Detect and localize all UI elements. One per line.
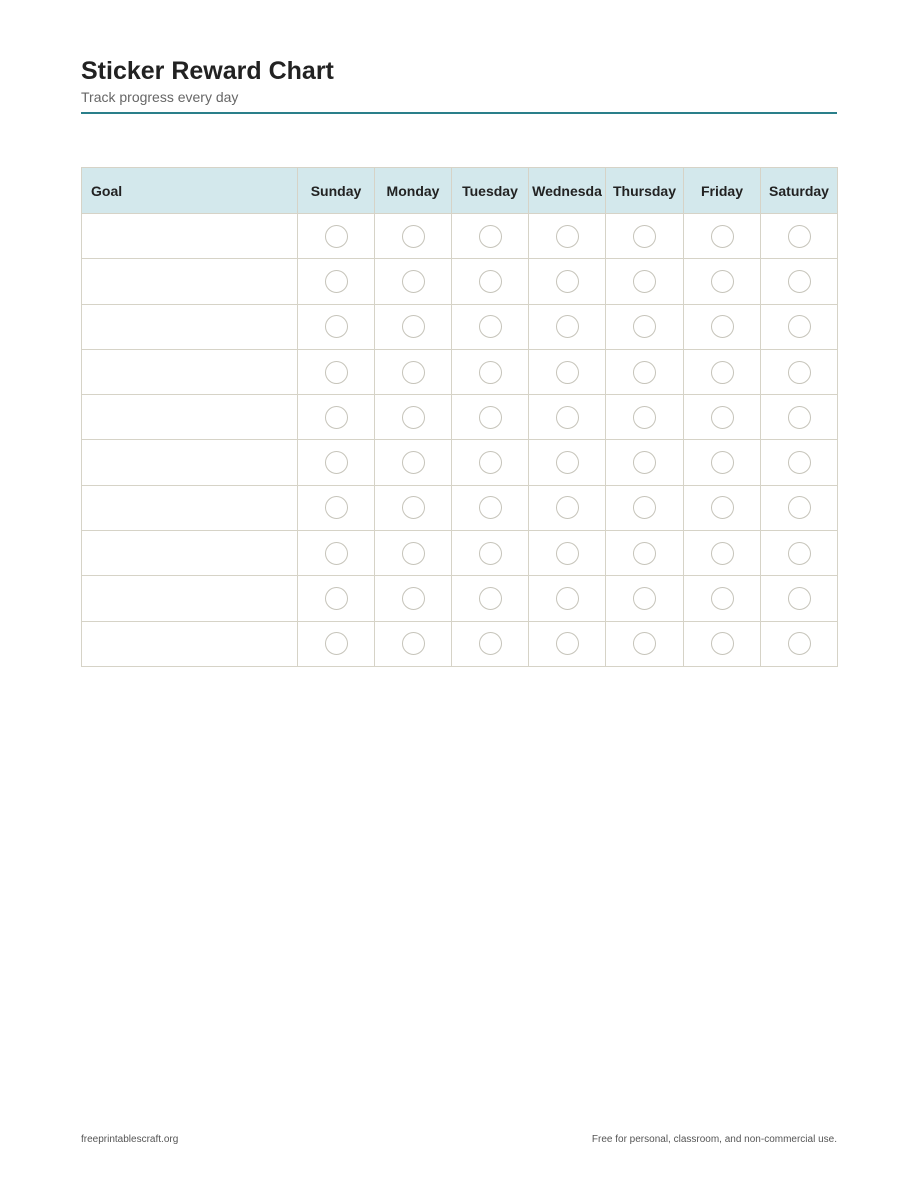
day-cell [298, 621, 375, 666]
day-cell [298, 531, 375, 576]
day-cell [375, 395, 452, 440]
goal-cell[interactable] [82, 576, 298, 621]
day-cell [529, 576, 606, 621]
day-cell [684, 259, 761, 304]
sticker-circle-icon[interactable] [556, 542, 579, 565]
sticker-circle-icon[interactable] [788, 361, 811, 384]
table-row [82, 531, 838, 576]
goal-cell[interactable] [82, 259, 298, 304]
sticker-circle-icon[interactable] [788, 315, 811, 338]
day-cell [529, 259, 606, 304]
day-cell [606, 304, 684, 349]
day-cell [606, 531, 684, 576]
day-cell [375, 485, 452, 530]
day-cell [375, 440, 452, 485]
page-subtitle: Track progress every day [81, 89, 239, 105]
day-cell [606, 440, 684, 485]
day-cell [298, 440, 375, 485]
sticker-circle-icon[interactable] [402, 587, 425, 610]
sticker-circle-icon[interactable] [788, 406, 811, 429]
day-cell [761, 349, 838, 394]
day-cell [761, 395, 838, 440]
sticker-circle-icon[interactable] [711, 270, 734, 293]
day-cell [606, 621, 684, 666]
day-cell [684, 440, 761, 485]
sticker-circle-icon[interactable] [633, 270, 656, 293]
day-cell [684, 214, 761, 259]
sticker-circle-icon[interactable] [325, 270, 348, 293]
sticker-circle-icon[interactable] [402, 270, 425, 293]
sticker-circle-icon[interactable] [556, 496, 579, 519]
sticker-circle-icon[interactable] [325, 406, 348, 429]
page-header [81, 56, 837, 114]
day-cell [452, 395, 529, 440]
sticker-circle-icon[interactable] [788, 270, 811, 293]
day-cell [298, 259, 375, 304]
day-header-monday: Monday [375, 168, 452, 214]
goal-cell[interactable] [82, 485, 298, 530]
day-cell [529, 485, 606, 530]
sticker-circle-icon[interactable] [711, 496, 734, 519]
sticker-circle-icon[interactable] [788, 496, 811, 519]
sticker-circle-icon[interactable] [325, 587, 348, 610]
day-cell [375, 259, 452, 304]
day-cell [529, 531, 606, 576]
day-header-wednesday: Wednesda [529, 168, 606, 214]
day-cell [684, 485, 761, 530]
goal-cell[interactable] [82, 440, 298, 485]
day-cell [452, 214, 529, 259]
table-row [82, 259, 838, 304]
day-cell [529, 214, 606, 259]
day-header-sunday: Sunday [298, 168, 375, 214]
sticker-circle-icon[interactable] [788, 225, 811, 248]
sticker-circle-icon[interactable] [402, 315, 425, 338]
sticker-circle-icon[interactable] [402, 225, 425, 248]
table-row [82, 485, 838, 530]
sticker-circle-icon[interactable] [325, 361, 348, 384]
sticker-circle-icon[interactable] [633, 496, 656, 519]
sticker-circle-icon[interactable] [479, 225, 502, 248]
day-cell [375, 576, 452, 621]
day-cell [298, 304, 375, 349]
day-cell [452, 531, 529, 576]
sticker-circle-icon[interactable] [788, 542, 811, 565]
sticker-circle-icon[interactable] [402, 496, 425, 519]
sticker-circle-icon[interactable] [633, 587, 656, 610]
sticker-circle-icon[interactable] [479, 632, 502, 655]
day-cell [684, 576, 761, 621]
goal-cell[interactable] [82, 531, 298, 576]
day-cell [298, 576, 375, 621]
day-cell [684, 304, 761, 349]
sticker-circle-icon[interactable] [479, 361, 502, 384]
sticker-circle-icon[interactable] [633, 225, 656, 248]
day-cell [684, 531, 761, 576]
day-cell [761, 304, 838, 349]
day-cell [452, 259, 529, 304]
reward-chart-table [81, 167, 838, 667]
day-header-tuesday: Tuesday [452, 168, 529, 214]
sticker-circle-icon[interactable] [325, 315, 348, 338]
day-cell [606, 349, 684, 394]
day-header-thursday: Thursday [606, 168, 684, 214]
day-cell [529, 395, 606, 440]
table-header-row [82, 168, 838, 214]
day-cell [375, 621, 452, 666]
day-cell [529, 349, 606, 394]
day-cell [684, 395, 761, 440]
footer-license: Free for personal, classroom, and non-commercial use. [591, 1134, 837, 1145]
day-cell [298, 349, 375, 394]
sticker-circle-icon[interactable] [633, 542, 656, 565]
day-header-friday: Friday [684, 168, 761, 214]
table-row [82, 576, 838, 621]
sticker-circle-icon[interactable] [556, 225, 579, 248]
sticker-circle-icon[interactable] [711, 632, 734, 655]
sticker-circle-icon[interactable] [788, 632, 811, 655]
sticker-circle-icon[interactable] [325, 451, 348, 474]
sticker-circle-icon[interactable] [402, 451, 425, 474]
day-cell [761, 576, 838, 621]
day-cell [684, 349, 761, 394]
day-cell [375, 214, 452, 259]
table-row [82, 304, 838, 349]
sticker-circle-icon[interactable] [325, 225, 348, 248]
day-cell [761, 214, 838, 259]
day-cell [452, 440, 529, 485]
sticker-circle-icon[interactable] [788, 587, 811, 610]
sticker-circle-icon[interactable] [711, 361, 734, 384]
day-cell [529, 621, 606, 666]
day-cell [529, 304, 606, 349]
table-row [82, 395, 838, 440]
goal-cell[interactable] [82, 214, 298, 259]
day-cell [375, 531, 452, 576]
sticker-circle-icon[interactable] [556, 406, 579, 429]
sticker-circle-icon[interactable] [556, 315, 579, 338]
sticker-circle-icon[interactable] [556, 587, 579, 610]
sticker-circle-icon[interactable] [633, 451, 656, 474]
sticker-circle-icon[interactable] [556, 451, 579, 474]
sticker-circle-icon[interactable] [479, 451, 502, 474]
page-title: Sticker Reward Chart [81, 57, 334, 85]
sticker-circle-icon[interactable] [633, 361, 656, 384]
sticker-circle-icon[interactable] [711, 451, 734, 474]
day-cell [606, 395, 684, 440]
day-cell [606, 214, 684, 259]
sticker-circle-icon[interactable] [556, 361, 579, 384]
sticker-circle-icon[interactable] [402, 542, 425, 565]
day-cell [761, 485, 838, 530]
day-cell [606, 576, 684, 621]
day-cell [375, 349, 452, 394]
sticker-circle-icon[interactable] [711, 315, 734, 338]
sticker-circle-icon[interactable] [402, 406, 425, 429]
day-cell [452, 349, 529, 394]
sticker-circle-icon[interactable] [325, 496, 348, 519]
sticker-circle-icon[interactable] [479, 270, 502, 293]
day-cell [529, 440, 606, 485]
table-body [82, 214, 838, 667]
sticker-circle-icon[interactable] [556, 632, 579, 655]
day-cell [452, 576, 529, 621]
day-cell [298, 395, 375, 440]
sticker-circle-icon[interactable] [479, 496, 502, 519]
day-cell [761, 621, 838, 666]
day-cell [761, 259, 838, 304]
day-cell [375, 304, 452, 349]
footer-site: freeprintablescraft.org [81, 1134, 179, 1145]
day-cell [452, 485, 529, 530]
day-cell [684, 621, 761, 666]
sticker-circle-icon[interactable] [711, 225, 734, 248]
day-cell [452, 621, 529, 666]
table-row [82, 349, 838, 394]
goal-cell[interactable] [82, 621, 298, 666]
sticker-circle-icon[interactable] [479, 587, 502, 610]
sticker-circle-icon[interactable] [479, 315, 502, 338]
sticker-circle-icon[interactable] [788, 451, 811, 474]
day-cell [298, 214, 375, 259]
day-cell [452, 304, 529, 349]
goal-column-header: Goal [82, 168, 298, 214]
day-cell [606, 485, 684, 530]
sticker-circle-icon[interactable] [402, 632, 425, 655]
sticker-circle-icon[interactable] [633, 406, 656, 429]
sticker-circle-icon[interactable] [711, 587, 734, 610]
day-cell [606, 259, 684, 304]
goal-cell[interactable] [82, 349, 298, 394]
table-row [82, 440, 838, 485]
sticker-circle-icon[interactable] [556, 270, 579, 293]
day-header-saturday: Saturday [761, 168, 838, 214]
sticker-circle-icon[interactable] [633, 632, 656, 655]
sticker-circle-icon[interactable] [711, 542, 734, 565]
day-cell [298, 485, 375, 530]
goal-cell[interactable] [82, 304, 298, 349]
sticker-circle-icon[interactable] [711, 406, 734, 429]
sticker-circle-icon[interactable] [402, 361, 425, 384]
day-cell [761, 531, 838, 576]
sticker-circle-icon[interactable] [479, 542, 502, 565]
table-row [82, 621, 838, 666]
sticker-circle-icon[interactable] [325, 542, 348, 565]
day-cell [761, 440, 838, 485]
sticker-circle-icon[interactable] [325, 632, 348, 655]
table-row [82, 214, 838, 259]
sticker-circle-icon[interactable] [633, 315, 656, 338]
sticker-circle-icon[interactable] [479, 406, 502, 429]
goal-cell[interactable] [82, 395, 298, 440]
